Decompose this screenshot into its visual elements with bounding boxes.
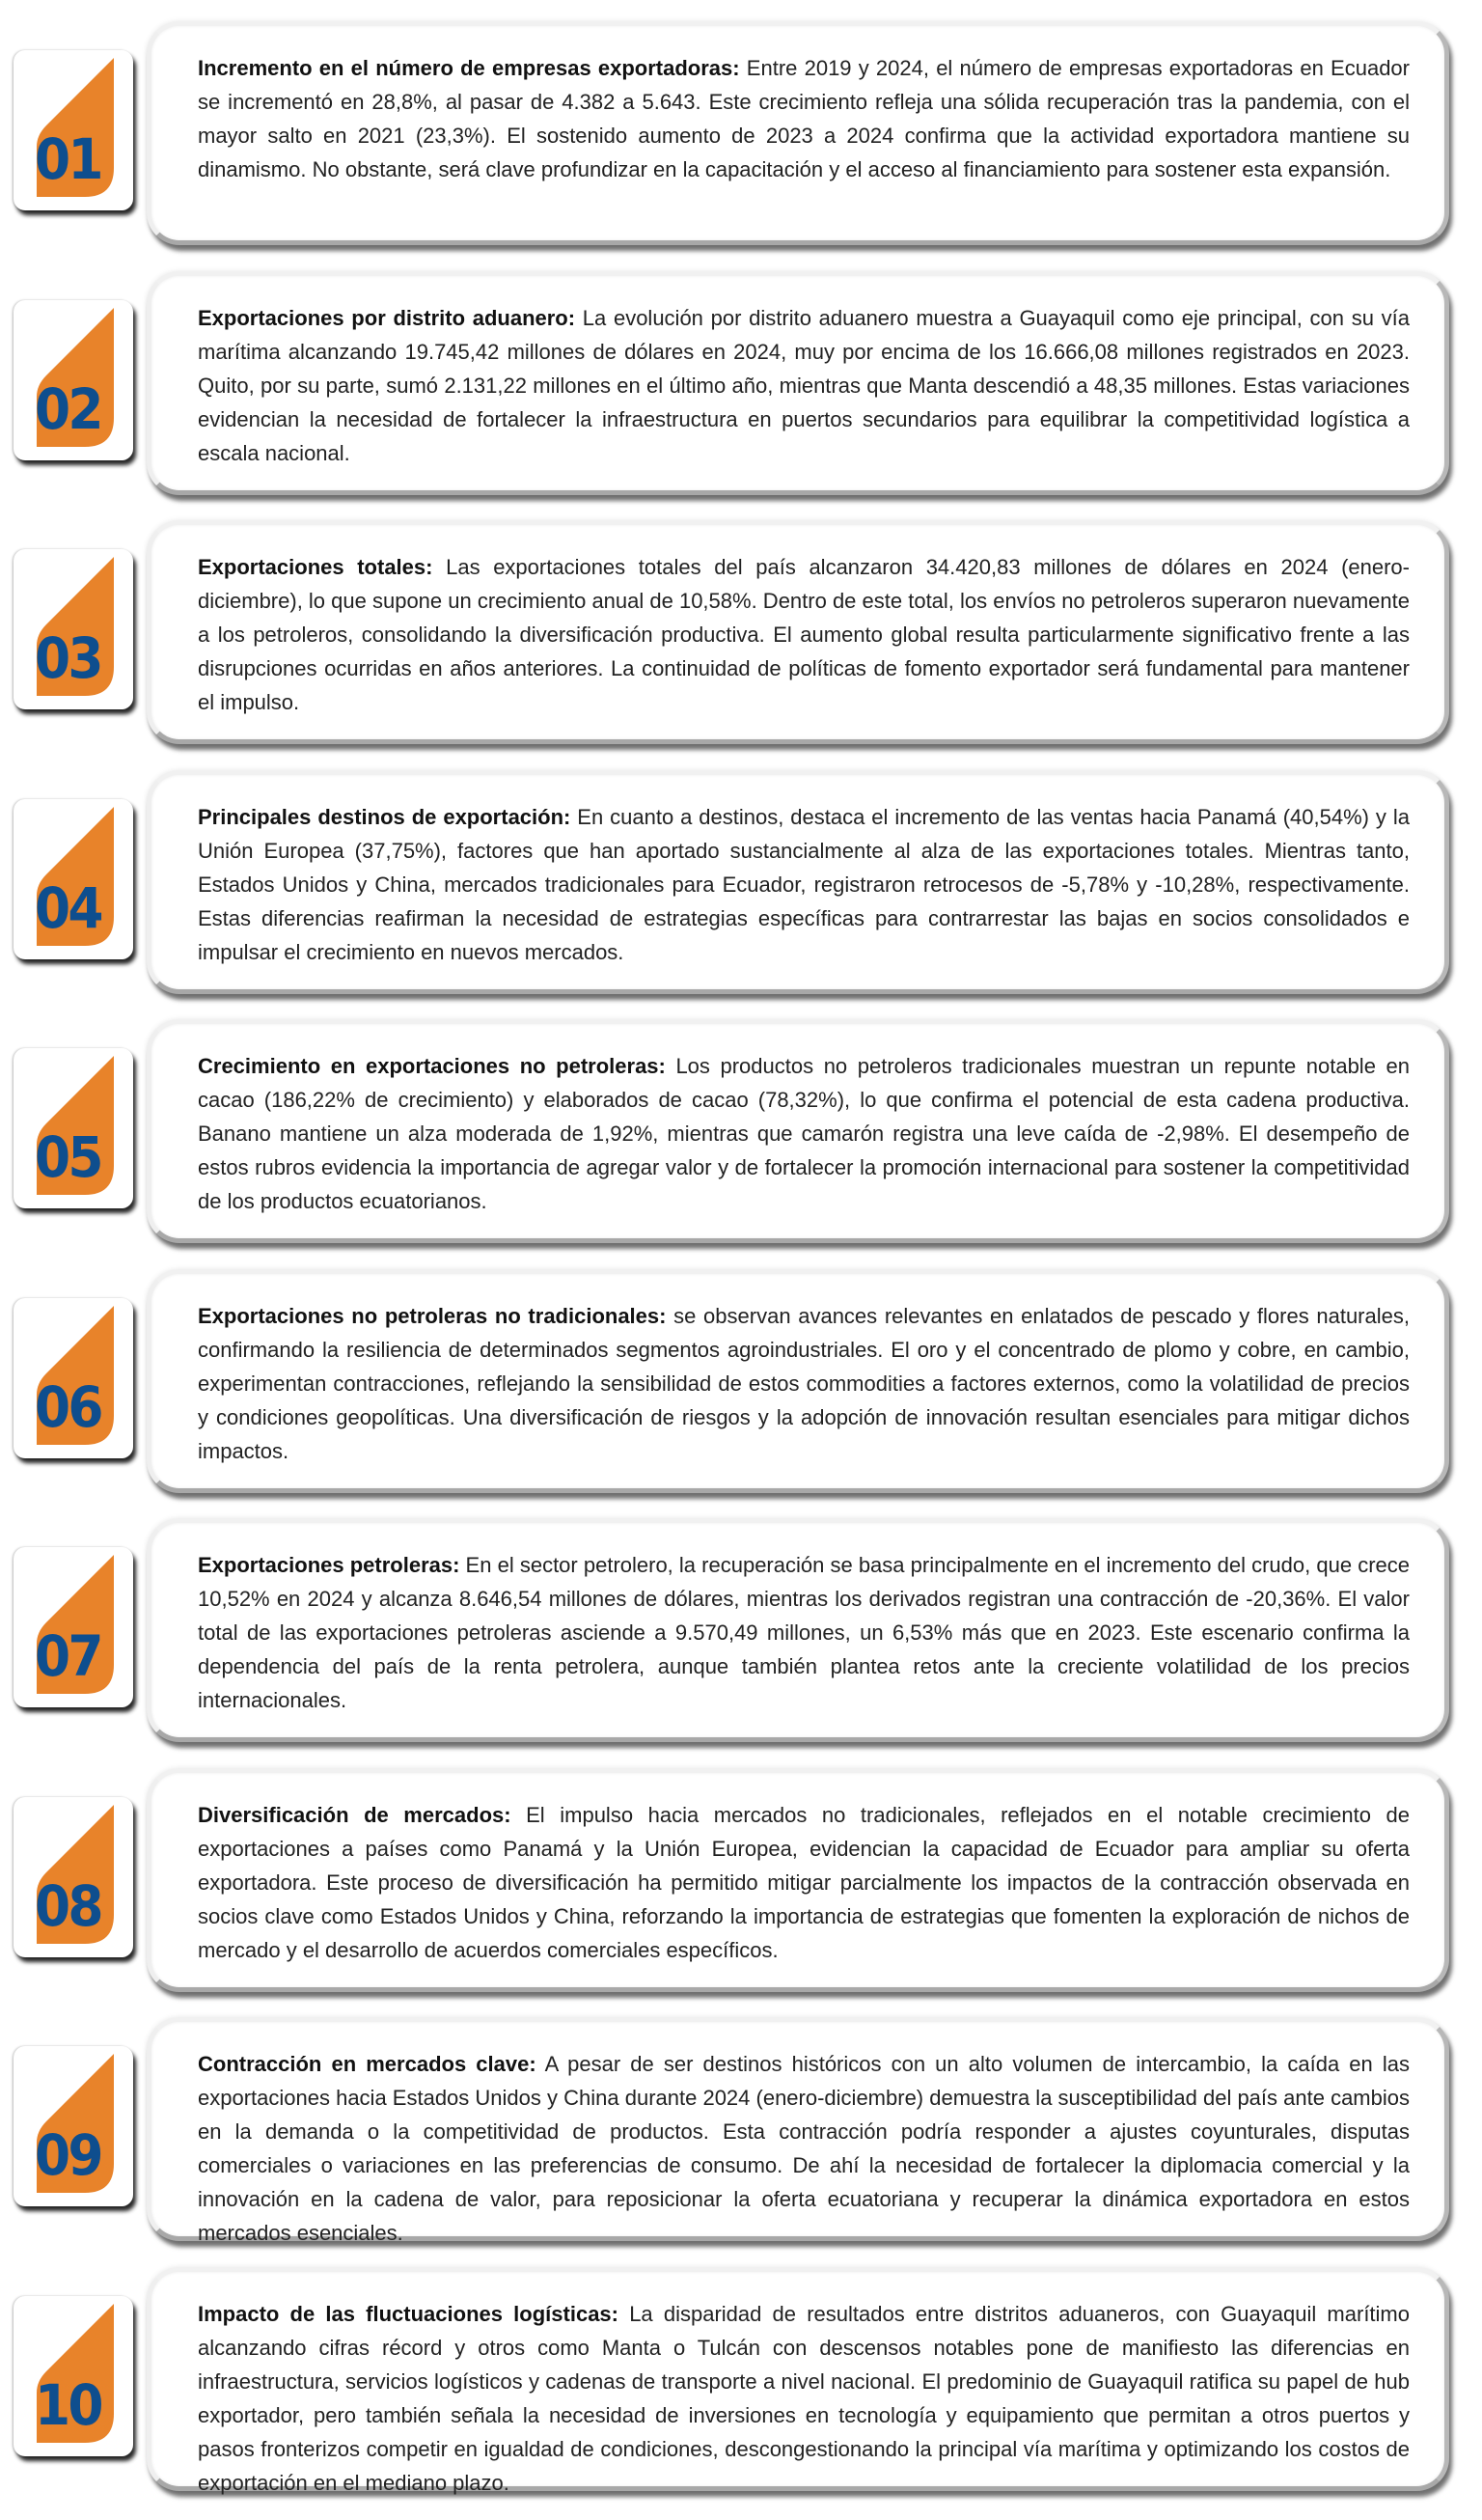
finding-card [147,2267,1449,2495]
number-badge [14,1298,133,1458]
number-badge [14,300,133,460]
finding-card [147,1019,1449,1243]
finding-item [0,17,1482,267]
finding-body: Los productos no petroleros tradicionales muestran un repunte notable en cacao (186,22% de crecimiento) y elaborados de cacao (78,32%), lo que confirma el potencial de esta cadena productiva. Banano mantiene un alza moderada de 1,92%, mientras que camarón registra una leve caída de -2,98%. El desempeño de estos rubros evidencia la importancia de agregar valor y de fortalecer la promoción internacional para sostener la competitividad de los productos ecuatorianos. [198,1054,1410,1213]
finding-title: Impacto de las fluctuaciones logísticas: [198,2301,618,2326]
finding-body: La disparidad de resultados entre distritos aduaneros, con Guayaquil marítimo alcanzando cifras récord y otros como Manta o Tulcán con descensos notables pone de manifiesto las diferencias en infraestructura, servicios logísticos y cadenas de transporte a nivel nacional. El predominio de Guayaquil ratifica su papel de hub exportador, pero también señala la necesidad de inversiones en tecnología y equipamiento que permitan a otros puertos y pasos fronterizos competir en igualdad de condiciones, descongestionando la principal vía marítima y optimizando los costos de exportación en el mediano plazo. [198,2301,1410,2495]
finding-text [198,1798,1410,1967]
number-badge [14,2296,133,2456]
finding-text [198,2047,1410,2250]
finding-body: El impulso hacia mercados no tradicionales, reflejados en el notable crecimiento de exportaciones a países como Panamá y la Unión Europea, evidencian la capacidad de Ecuador para ampliar su oferta exportadora. Este proceso de diversificación ha permitido mitigar parcialmente los impactos de la contracción observada en socios clave como Estados Unidos y China, reforzando la importancia de estrategias que fomenten la exploración de nichos de mercado y el desarrollo de acuerdos comerciales específicos. [198,1802,1410,1962]
finding-title: Diversificación de mercados: [198,1802,511,1827]
finding-item [0,2263,1482,2513]
finding-text [198,550,1410,719]
finding-item [0,516,1482,766]
item-number: 10 [35,2371,101,2438]
number-badge [14,2046,133,2206]
finding-card [147,271,1449,495]
item-number: 09 [35,2122,101,2188]
finding-card [147,1518,1449,1742]
number-badge [14,50,133,210]
finding-title: Principales destinos de exportación: [198,804,571,829]
finding-title: Exportaciones petroleras: [198,1553,460,1577]
finding-body: En cuanto a destinos, destaca el incremento de las ventas hacia Panamá (40,54%) y la Unión Europea (37,75%), factores que han aportado sustancialmente al alza de las exportaciones totales. Mientras tanto, Estados Unidos y China, mercados tradicionales para Ecuador, registraron retrocesos de -5,78% y -10,28%, respectivamente. Estas diferencias reafirman la necesidad de estrategias específicas para contrarrestar las bajas en socios consolidados e impulsar el crecimiento en nuevos mercados. [198,804,1410,964]
finding-card [147,1768,1449,1992]
finding-text [198,51,1410,186]
number-badge [14,799,133,959]
finding-body: En el sector petrolero, la recuperación se basa principalmente en el incremento del crudo, que crece 10,52% en 2024 y alcanza 8.646,54 millones de dólares, mientras los derivados registran una contracción de -20,36%. El valor total de las exportaciones petroleras asciende a 9.570,49 millones, un 6,53% más que en 2023. Este escenario confirma la dependencia del país de la renta petrolera, aunque también plantea retos ante la creciente volatilidad de los precios internacionales. [198,1553,1410,1712]
finding-card [147,770,1449,994]
item-number: 05 [35,1124,101,1190]
finding-body: La evolución por distrito aduanero muestra a Guayaquil como eje principal, con su vía marítima alcanzando 19.745,42 millones de dólares en 2024, muy por encima de los 16.666,08 millones registrados en 2023. Quito, por su parte, sumó 2.131,22 millones en el último año, mientras que Manta descendió a 48,35 millones. Estas variaciones evidencian la necesidad de fortalecer la infraestructura en puertos secundarios para equilibrar la competitividad logística a escala nacional. [198,305,1411,465]
finding-card [147,1269,1449,1493]
finding-text [198,301,1410,470]
finding-card [147,2017,1449,2245]
finding-card [147,21,1449,245]
finding-item [0,766,1482,1016]
number-badge [14,1547,133,1707]
finding-text [198,1299,1410,1468]
finding-title: Exportaciones por distrito aduanero: [198,305,576,330]
finding-item [0,1514,1482,1764]
finding-body: se observan avances relevantes en enlatados de pescado y flores naturales, confirmando la resiliencia de determinados segmentos agroindustriales. El oro y el concentrado de plomo y cobre, en cambio, experimentan contracciones, reflejando la sensibilidad de estos commodities a factores externos, como la volatilidad de precios y condiciones geopolíticas. Una diversificación de riesgos y la adopción de innovación resultan esenciales para mitigar dichos impactos. [198,1303,1410,1463]
finding-title: Exportaciones totales: [198,555,433,579]
number-badge [14,549,133,709]
number-badge [14,1048,133,1208]
finding-item [0,2013,1482,2263]
finding-card [147,520,1449,744]
finding-title: Exportaciones no petroleras no tradicionales: [198,1303,667,1328]
finding-body: A pesar de ser destinos históricos con un alto volumen de intercambio, la caída en las exportaciones hacia Estados Unidos y China durante 2024 (enero-diciembre) demuestra la susceptibilidad del país ante cambios en la demanda o la competitividad de productos. Esta contracción podría responder a ajustes coyunturales, disputas comerciales o variaciones en las preferencias de consumo. De ahí la necesidad de fortalecer la diplomacia comercial y la innovación en la cadena de valor, para reposicionar la oferta ecuatoriana y recuperar la dinámica exportadora en estos mercados esenciales. [198,2052,1410,2245]
item-number: 04 [35,874,101,941]
finding-body: Entre 2019 y 2024, el número de empresas exportadoras en Ecuador se incrementó en 28,8%, al pasar de 4.382 a 5.643. Este crecimiento refleja una sólida recuperación tras la pandemia, con el mayor salto en 2021 (23,3%). El sostenido aumento de 2023 a 2024 confirma que la actividad exportadora mantiene su dinamismo. No obstante, será clave profundizar en la capacitación y el acceso al financiamiento para sostener esta expansión. [198,56,1410,181]
item-number: 08 [35,1872,101,1939]
finding-item [0,1265,1482,1515]
item-number: 06 [35,1373,101,1440]
item-number: 01 [35,126,101,192]
finding-title: Contracción en mercados clave: [198,2052,536,2076]
finding-item [0,1015,1482,1265]
item-number: 03 [35,625,101,691]
finding-body: Las exportaciones totales del país alcanzaron 34.420,83 millones de dólares en 2024 (enero-diciembre), lo que supone un crecimiento anual de 10,58%. Dentro de este total, los envíos no petroleros superaron nuevamente a los petroleros, consolidando la diversificación productiva. El aumento global resulta particularmente significativo frente a las disrupciones ocurridas en años anteriores. La continuidad de políticas de fomento exportador será fundamental para mantener el impulso. [198,555,1410,714]
finding-text [198,1049,1410,1218]
finding-title: Crecimiento en exportaciones no petroleras: [198,1054,666,1078]
findings-list [0,17,1482,2512]
finding-title: Incremento en el número de empresas exportadoras: [198,56,740,80]
finding-item [0,267,1482,517]
finding-text [198,2297,1410,2500]
item-number: 07 [35,1623,101,1689]
finding-text [198,1548,1410,1717]
number-badge [14,1797,133,1957]
finding-item [0,1764,1482,2014]
item-number: 02 [35,375,101,442]
finding-text [198,800,1410,969]
